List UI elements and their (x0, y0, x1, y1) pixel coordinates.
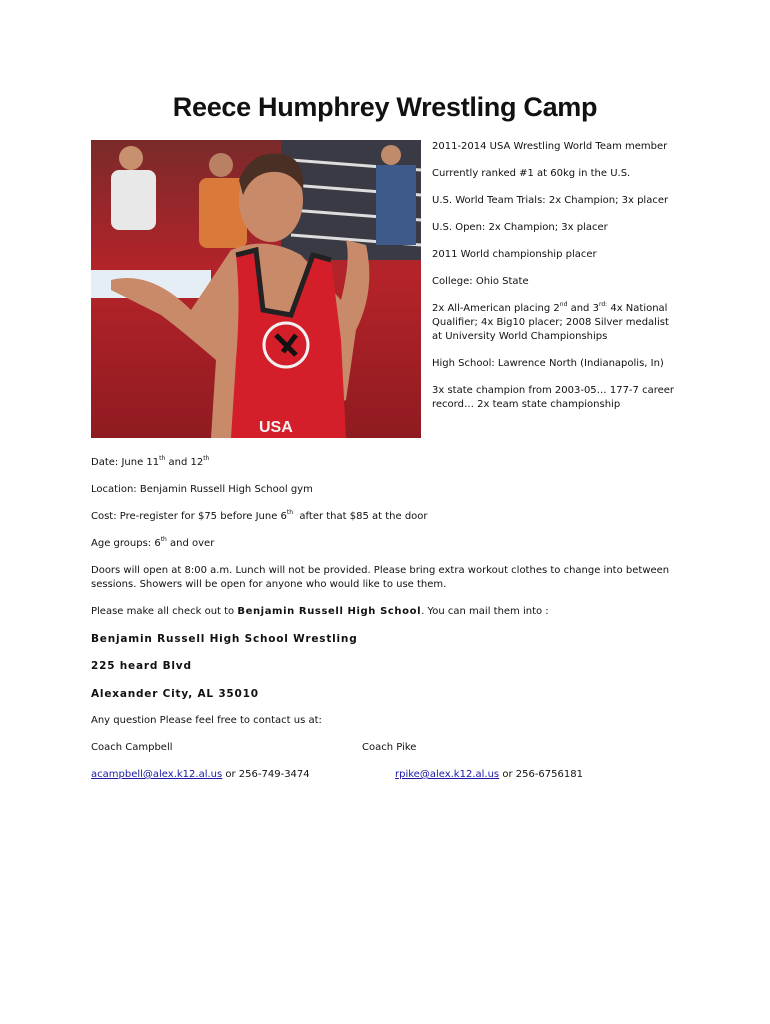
achievement-item: Currently ranked #1 at 60kg in the U.S. (432, 168, 631, 179)
achievement-item: U.S. Open: 2x Champion; 3x placer (432, 222, 608, 233)
achievement-item: High School: Lawrence North (Indianapolis, In) (432, 358, 664, 369)
coach-campbell-name: Coach Campbell (91, 742, 173, 753)
camp-location: Location: Benjamin Russell High School gym (91, 484, 313, 495)
coach-campbell-email-link[interactable]: acampbell@alex.k12.al.us (91, 769, 223, 780)
achievement-item: 2011 World championship placer (432, 249, 597, 260)
mailing-address-line3: Alexander City, AL 35010 (91, 688, 259, 700)
coach-pike-email-link[interactable]: rpike@alex.k12.al.us (395, 769, 500, 780)
mailing-address-line1: Benjamin Russell High School Wrestling (91, 633, 358, 645)
page-title: Reece Humphrey Wrestling Camp (172, 92, 598, 122)
achievement-item: 3x state champion from 2003-05… 177-7 career record… 2x team state championship (432, 385, 675, 410)
contact-intro: Any question Please feel free to contact us at: (91, 715, 322, 726)
camp-age-groups: Age groups: 6th and over (91, 536, 215, 549)
achievements-list (432, 140, 682, 425)
singlet-text: USA (259, 419, 293, 436)
coach-campbell-contact: acampbell@alex.k12.al.us or 256-749-3474 (91, 769, 310, 780)
camp-date: Date: June 11th and 12th (91, 455, 210, 468)
achievement-item: 2x All-American placing 2nd and $3^{rd:}$ 4x National Qualifier; 4x Big10 placer; 2008 Silver medalist at University World Championships (432, 301, 669, 342)
achievement-item: 2011-2014 USA Wrestling World Team member (432, 141, 668, 152)
achievement-item: College: Ohio State (432, 276, 529, 287)
achievement-item: U.S. World Team Trials: 2x Champion; 3x placer (432, 195, 669, 206)
wrestler-photo (91, 140, 421, 438)
checks-info: Please make all check out to Benjamin Russell High School. You can mail them into : (91, 606, 549, 617)
coach-pike-contact: rpike@alex.k12.al.us or 256-6756181 (395, 769, 583, 780)
mailing-address-line2: 225 heard Blvd (91, 660, 192, 672)
coach-pike-name: Coach Pike (362, 742, 417, 753)
camp-cost: Cost: Pre-register for $75 before June 6th after that $85 at the door (91, 509, 428, 522)
doors-info: Doors will open at 8:00 a.m. Lunch will not be provided. Please bring extra workout clothes to change into between sessions. Showers will be open for anyone who would like to use them. (91, 565, 670, 590)
